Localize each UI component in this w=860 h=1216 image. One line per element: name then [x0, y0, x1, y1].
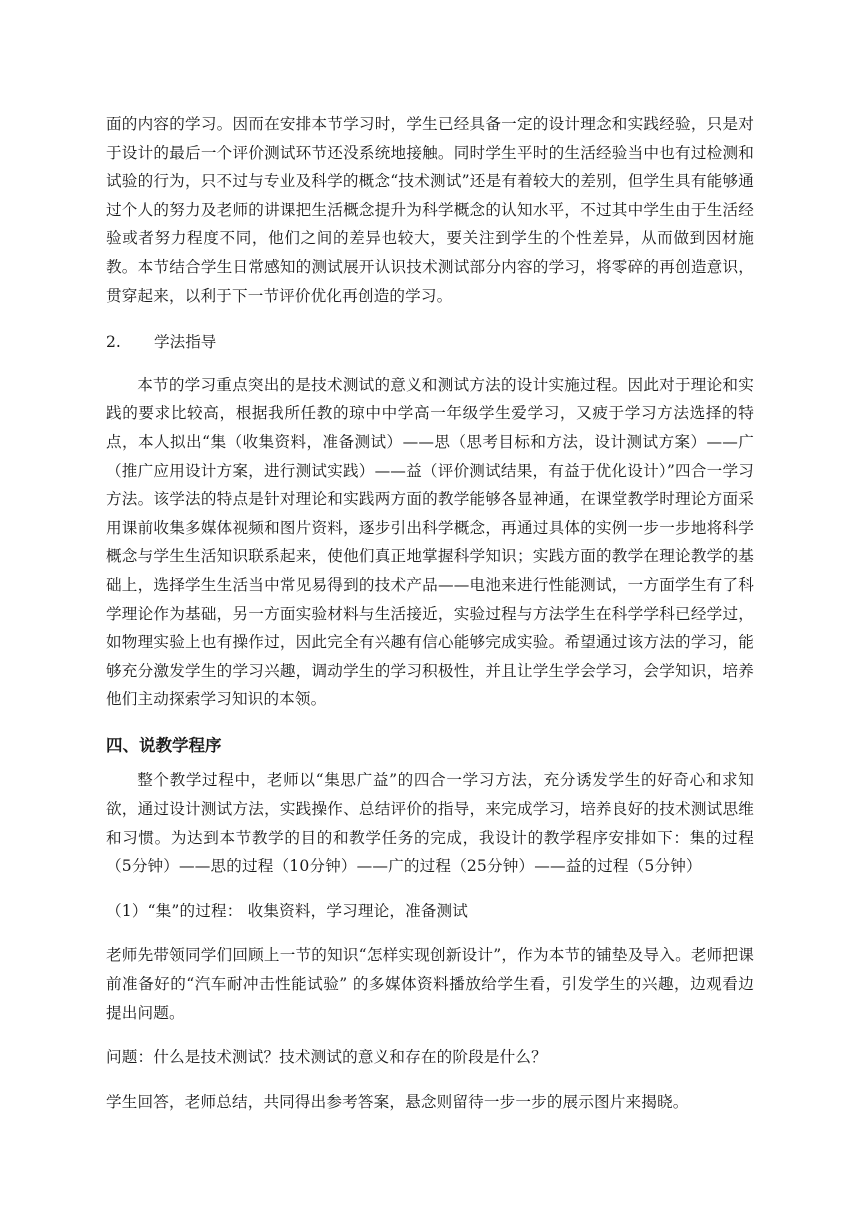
step-heading-collect: （1）“集”的过程： 收集资料，学习理论，准备测试	[106, 901, 469, 920]
paragraph-question: 问题：什么是技术测试？技术测试的意义和存在的阶段是什么？	[106, 1048, 547, 1067]
paragraph-review-intro: 老师先带领同学们回顾上一节的知识“怎样实现创新设计”，作为本节的铺垫及导入。老师把课前准备好的“汽车耐冲击性能试验” 的多媒体资料播放给学生看，引发学生的兴趣，边观看边提出问题。	[106, 946, 754, 1022]
section-item-study-guidance	[106, 328, 754, 357]
section-heading-teaching-procedure: 四、说教学程序	[106, 735, 222, 755]
paragraph-student-answer: 学生回答，老师总结，共同得出参考答案，悬念则留待一步一步的展示图片来揭晓。	[106, 1092, 689, 1111]
paragraph-study-method: 本节的学习重点突出的是技术测试的意义和测试方法的设计实施过程。因此对于理论和实践的要求比较高，根据我所任教的琼中中学高一年级学生爱学习，又疲于学习方法选择的特点，本人拟出“集（收集资料，准备测试）——思（思考目标和方法，设计测试方案）——广（推广应用设计方案，进行测试实践）——益（评价测试结果，有益于优化设计）”四合一学习方法。该学法的特点是针对理论和实践两方面的教学能够各显神通，在课堂教学时理论方面采用课前收集多媒体视频和图片资料，逐步引出科学概念，再通过具体的实例一步一步地将科学概念与学生生活知识联系起来，使他们真正地掌握科学知识；实践方面的教学在理论教学的基础上，选择学生生活当中常见易得到的技术产品——电池来进行性能测试，一方面学生有了科学理论作为基础，另一方面实验材料与生活接近，实验过程与方法学生在科学学科已经学过，如物理实验上也有操作过，因此完全有兴趣有信心能够完成实验。希望通过该方法的学习，能够充分激发学生的学习兴趣，调动学生的学习积极性，并且让学生学会学习，会学知识，培养他们主动探索学习知识的本领。	[106, 375, 754, 709]
paragraph-learner-analysis: 面的内容的学习。因而在安排本节学习时，学生已经具备一定的设计理念和实践经验，只是对于设计的最后一个评价测试环节还没系统地接触。同时学生平时的生活经验当中也有过检测和试验的行为，只不过与专业及科学的概念“技术测试”还是有着较大的差别，但学生具有能够通过个人的努力及老师的讲课把生活概念提升为科学概念的认知水平，不过其中学生由于生活经验或者努力程度不同，他们之间的差异也较大，要关注到学生的个性差异，从而做到因材施教。本节结合学生日常感知的测试展开认识技术测试部分内容的学习，将零碎的再创造意识，贯穿起来，以利于下一节评价优化再创造的学习。	[106, 115, 754, 305]
list-number: 2.	[106, 333, 121, 352]
list-label: 学法指导	[154, 333, 217, 352]
document-body	[106, 110, 754, 1116]
paragraph-procedure-overview: 整个教学过程中，老师以“集思广益”的四合一学习方法，充分诱发学生的好奇心和求知欲，通过设计测试方法，实践操作、总结评价的指导，来完成学习，培养良好的技术测试思维和习惯。为达到本节教学的目的和教学任务的完成，我设计的教学程序安排如下：集的过程（5分钟）——思的过程（10分钟）——广的过程（25分钟）——益的过程（5分钟）	[106, 771, 754, 876]
